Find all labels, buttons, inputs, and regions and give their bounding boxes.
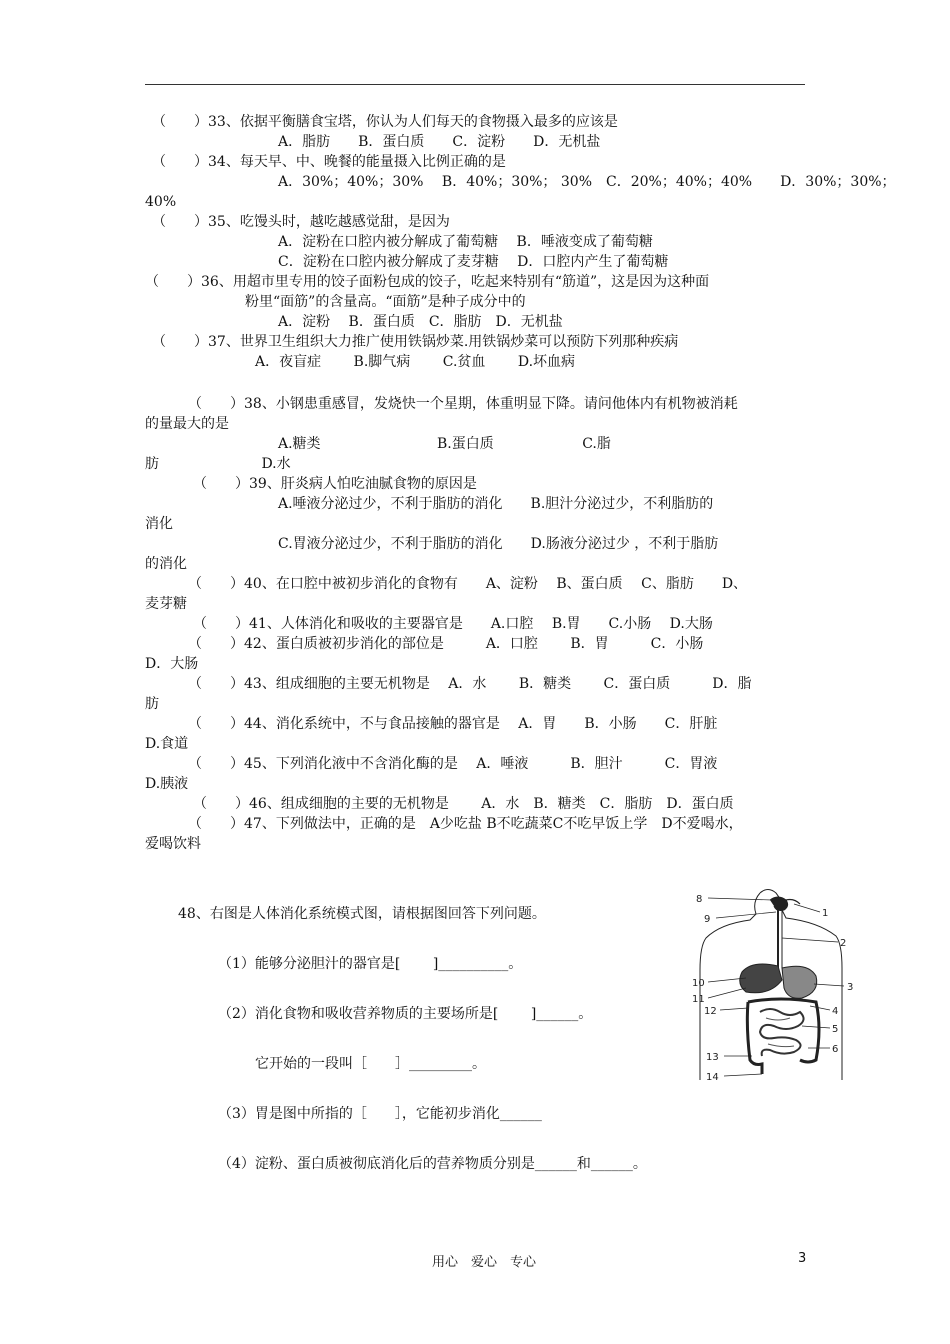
question-line: A.唾液分泌过少，不利于脂肪的消化 B.胆汁分泌过少，不利脂肪的 (278, 496, 714, 512)
question-line: A．30%；40%；30% B．40%；30%； 30% C．20%；40%；40% D．30%；30%； (278, 174, 896, 190)
question-line: （ ）44、消化系统中，不与食品接触的器官是 A．胃 B．小肠 C．肝脏 (188, 716, 718, 732)
question-line: 肪 (145, 696, 159, 712)
question-line: 40% (145, 194, 177, 210)
question-line: （ ）35、吃馒头时，越吃越感觉甜，是因为 (152, 214, 450, 230)
question-line: C.胃液分泌过少，不利于脂肪的消化 D.肠液分泌过少 ，不利于脂肪 (278, 536, 719, 552)
question-line: （ ）46、组成细胞的主要的无机物是 A．水 B．糖类 C．脂肪 D．蛋白质 (193, 796, 734, 812)
question-line: D．大肠 (145, 656, 199, 672)
diagram-label-9: 9 (704, 914, 711, 925)
diagram-label-12: 12 (704, 1006, 717, 1017)
question-line: （ ）40、在口腔中被初步消化的食物有 A、淀粉 B、蛋白质 C、脂肪 D、 (188, 576, 748, 592)
footer-motto: 用心 爱心 专心 (432, 1255, 537, 1270)
question-line: A.糖类 B.蛋白质 C.脂 (278, 436, 611, 452)
question-line: 麦芽糖 (145, 596, 187, 612)
question-line: 消化 (145, 516, 173, 532)
question-line: （ ）34、每天早、中、晚餐的能量摄入比例正确的是 (152, 154, 506, 170)
page-number: 3 (798, 1251, 807, 1266)
question-line: 的量最大的是 (145, 416, 229, 432)
diagram-label-5: 5 (832, 1024, 839, 1035)
digestive-system-diagram (690, 888, 860, 1088)
diagram-label-1: 1 (822, 908, 829, 919)
question-line: A．脂肪 B．蛋白质 C．淀粉 D．无机盐 (278, 134, 601, 150)
q48-line: （3）胃是图中所指的［ ］，它能初步消化______ (218, 1106, 542, 1122)
question-line: A．夜盲症 B.脚气病 C.贫血 D.坏血病 (255, 354, 576, 370)
q48-line: （2）消化食物和吸收营养物质的主要场所是[ ]______。 (218, 1006, 593, 1022)
q48-line: （4）淀粉、蛋白质被彻底消化后的营养物质分别是______和______。 (218, 1156, 647, 1172)
diagram-label-2: 2 (840, 938, 847, 949)
question-line: A．淀粉在口腔内被分解成了葡萄糖 B．唾液变成了葡萄糖 (278, 234, 653, 250)
q48-line: 它开始的一段叫［ ］_________。 (255, 1056, 486, 1072)
header-rule (145, 84, 805, 85)
diagram-label-6: 6 (832, 1044, 839, 1055)
question-line: （ ）37、世界卫生组织大力推广使用铁锅炒菜.用铁锅炒菜可以预防下列那种疾病 (152, 334, 679, 350)
question-line: A．淀粉 B．蛋白质 C．脂肪 D．无机盐 (278, 314, 563, 330)
question-line: C．淀粉在口腔内被分解成了麦芽糖 D．口腔内产生了葡萄糖 (278, 254, 669, 270)
question-line: 粉里“面筋”的含量高。“面筋”是种子成分中的 (245, 294, 526, 310)
question-line: D.食道 (145, 736, 189, 752)
diagram-label-14: 14 (706, 1072, 719, 1083)
question-line: （ ）43、组成细胞的主要无机物是 A．水 B．糖类 C．蛋白质 D．脂 (188, 676, 752, 692)
question-line: 爱喝饮料 (145, 836, 201, 852)
q48-line: 48、右图是人体消化系统模式图，请根据图回答下列问题。 (178, 906, 546, 922)
question-line: 的消化 (145, 556, 187, 572)
question-line: D.胰液 (145, 776, 189, 792)
question-line: （ ）38、小钢患重感冒，发烧快一个星期，体重明显下降。请问他体内有机物被消耗 (188, 396, 738, 412)
question-line: （ ）41、人体消化和吸收的主要器官是 A.口腔 B.胃 C.小肠 D.大肠 (193, 616, 713, 632)
question-line: （ ）33、依据平衡膳食宝塔，你认为人们每天的食物摄入最多的应该是 (152, 114, 618, 130)
diagram-label-13: 13 (706, 1052, 719, 1063)
question-line: （ ）36、用超市里专用的饺子面粉包成的饺子，吃起来特别有“筋道”，这是因为这种面 (145, 274, 710, 290)
diagram-label-8: 8 (696, 894, 703, 905)
question-line: （ ）47、下列做法中，正确的是 A少吃盐 B不吃蔬菜C不吃早饭上学 D不爱喝水， (188, 816, 743, 832)
q48-line: （1）能够分泌胆汁的器官是[ ]__________。 (218, 956, 523, 972)
diagram-label-11: 11 (692, 994, 705, 1005)
diagram-label-3: 3 (847, 982, 854, 993)
diagram-label-4: 4 (832, 1006, 839, 1017)
question-line: （ ）39、肝炎病人怕吃油腻食物的原因是 (193, 476, 477, 492)
question-line: 肪 D.水 (145, 456, 291, 472)
question-line: （ ）42、蛋白质被初步消化的部位是 A．口腔 B．胃 C．小肠 (188, 636, 704, 652)
diagram-label-10: 10 (692, 978, 705, 989)
question-line: （ ）45、下列消化液中不含消化酶的是 A．唾液 B．胆汁 C．胃液 (188, 756, 718, 772)
